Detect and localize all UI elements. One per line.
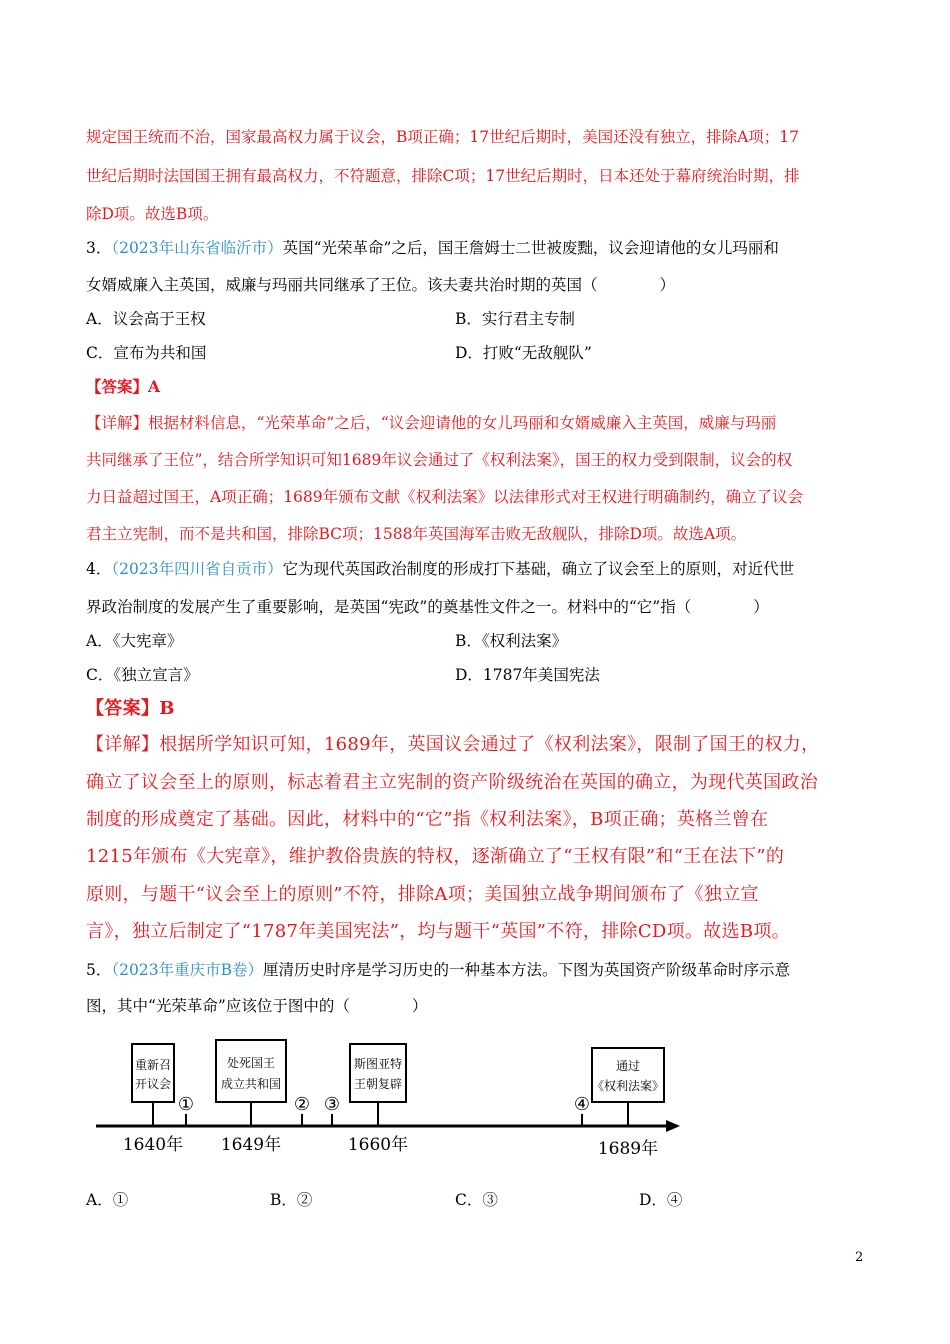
q5-stem-line-2: 图，其中“光荣革命”应该位于图中的（ ）: [86, 997, 428, 1015]
year-1640: 1640年: [122, 1135, 184, 1155]
q3-explanation-line-1: 【详解】根据材料信息，“光荣革命”之后，“议会迎请他的女儿玛丽和女婿威廉入主英国，威廉与玛丽: [86, 414, 777, 432]
q4-stem-text-1: 它为现代英国政治制度的形成打下基础，确立了议会至上的原则，对近代世: [282, 560, 795, 578]
marker-1: ①: [177, 1094, 195, 1115]
q4-explanation-line-3: 制度的形成奠定了基础。因此，材料中的“它”指《权利法案》，B项正确；英格兰曾在: [86, 809, 769, 830]
timeline-marker-2: [294, 1094, 310, 1126]
q3-stem-line-2: 女婿威廉入主英国，威廉与玛丽共同继承了王位。该夫妻共治时期的英国（ ）: [86, 276, 676, 294]
q5-stem-line-1: [86, 960, 790, 980]
event-1640-line2: 开议会: [134, 1077, 172, 1091]
q4-number: 4．: [86, 560, 112, 578]
year-1660: 1660年: [347, 1135, 409, 1155]
q5-source: （2023年重庆市B卷）: [111, 961, 263, 979]
q5-number: 5．: [86, 961, 112, 979]
event-1649-line1: 处死国王: [226, 1056, 276, 1070]
q4-stem-line-1: [86, 559, 794, 579]
event-1660-line2: 王朝复辟: [353, 1077, 403, 1091]
event-1689-line2: 《权利法案》: [591, 1079, 665, 1093]
q5-stem-text-1: 厘清历史时序是学习历史的一种基本方法。下图为英国资产阶级革命时序示意: [262, 961, 790, 979]
q5-option-d: D．④: [639, 1191, 683, 1209]
marker-2: ②: [293, 1094, 311, 1115]
q3-stem-text-1: 英国“光荣革命”之后，国王詹姆士二世被废黜，议会迎请他的女儿玛丽和: [282, 239, 779, 257]
q3-number: 3．: [86, 239, 112, 257]
q4-explanation-line-6: 言》，独立后制定了“1787年美国宪法”，均与题干“英国”不符，排除CD项。故选B项。: [86, 921, 790, 942]
q4-explanation-line-4: 1215年颁布《大宪章》，维护教俗贵族的特权，逐渐确立了“王权有限”和“王在法下”的: [86, 846, 785, 867]
q5-option-b: B．②: [270, 1191, 313, 1209]
q4-explanation-line-5: 原则，与题干“议会至上的原则”不符，排除A项；美国独立战争期间颁布了《独立宣: [86, 884, 759, 905]
marker-4: ④: [573, 1094, 591, 1115]
q3-explanation-line-4: 君主立宪制，而不是共和国，排除BC项；1588年英国海军击败无敌舰队，排除D项。故选A项。: [86, 525, 747, 543]
event-1689-line1: 通过: [615, 1059, 641, 1073]
q3-stem-line-1: [86, 238, 779, 258]
q3-explanation-line-3: 力日益超过国王，A项正确；1689年颁布文献《权利法案》以法律形式对王权进行明确制约，确立了议会: [86, 488, 804, 506]
q4-explanation-line-2: 确立了议会至上的原则，标志着君主立宪制的资产阶级统治在英国的确立，为现代英国政治: [86, 772, 818, 793]
timeline-marker-3: [324, 1094, 340, 1126]
q4-stem-line-2: 界政治制度的发展产生了重要影响，是英国“宪政”的奠基性文件之一。材料中的“它”指（ ）: [86, 598, 769, 616]
marker-3: ③: [323, 1094, 341, 1115]
timeline-arrow-icon: [666, 1120, 680, 1132]
prev-explanation-line-3: 除D项。故选B项。: [86, 205, 219, 223]
year-1649: 1649年: [220, 1135, 282, 1155]
q4-option-d: D．1787年美国宪法: [455, 666, 600, 684]
q3-option-d: D．打败“无敌舰队”: [455, 344, 592, 362]
q3-option-b: B．实行君主专制: [455, 310, 575, 328]
q4-source: （2023年四川省自贡市）: [111, 560, 283, 578]
event-1660-line1: 斯图亚特: [353, 1057, 403, 1071]
timeline-marker-1: [178, 1094, 194, 1126]
year-1689: 1689年: [597, 1139, 659, 1159]
q3-explanation-line-2: 共同继承了王位”，结合所学知识可知1689年议会通过了《权利法案》，国王的权力受到限制，议会的权: [86, 451, 793, 469]
prev-explanation-line-1: 规定国王统而不治，国家最高权力属于议会，B项正确；17世纪后期时，美国还没有独立，排除A项；17: [86, 128, 800, 146]
q3-option-c: C．宣布为共和国: [86, 344, 207, 362]
q4-answer: 【答案】B: [86, 698, 175, 719]
q3-answer: 【答案】A: [86, 377, 161, 396]
timeline-marker-4: [574, 1094, 590, 1126]
event-1640-line1: 重新召: [134, 1058, 172, 1072]
timeline-event-1689: [592, 1048, 664, 1159]
q4-option-b: B．《权利法案》: [455, 632, 568, 650]
timeline-event-1649: [216, 1040, 286, 1155]
q4-option-c: C．《独立宣言》: [86, 666, 199, 684]
q5-option-a: A．①: [86, 1191, 129, 1209]
event-1649-line2: 成立共和国: [220, 1077, 282, 1091]
timeline-event-1640: [123, 1044, 183, 1155]
prev-explanation-line-2: 世纪后期时法国国王拥有最高权力，不符题意，排除C项；17世纪后期时，日本还处于幕府统治时期，排: [86, 167, 800, 185]
q4-explanation-line-1: 【详解】根据所学知识可知，1689年，英国议会通过了《权利法案》，限制了国王的权力，: [86, 734, 820, 755]
q3-source: （2023年山东省临沂市）: [111, 239, 283, 257]
revolution-timeline: [86, 1030, 686, 1170]
q5-option-c: C．③: [455, 1191, 498, 1209]
q4-option-a: A．《大宪章》: [86, 632, 183, 650]
q3-option-a: A．议会高于王权: [86, 310, 206, 328]
page-number: 2: [855, 1250, 864, 1265]
timeline-event-1660: [348, 1044, 408, 1155]
